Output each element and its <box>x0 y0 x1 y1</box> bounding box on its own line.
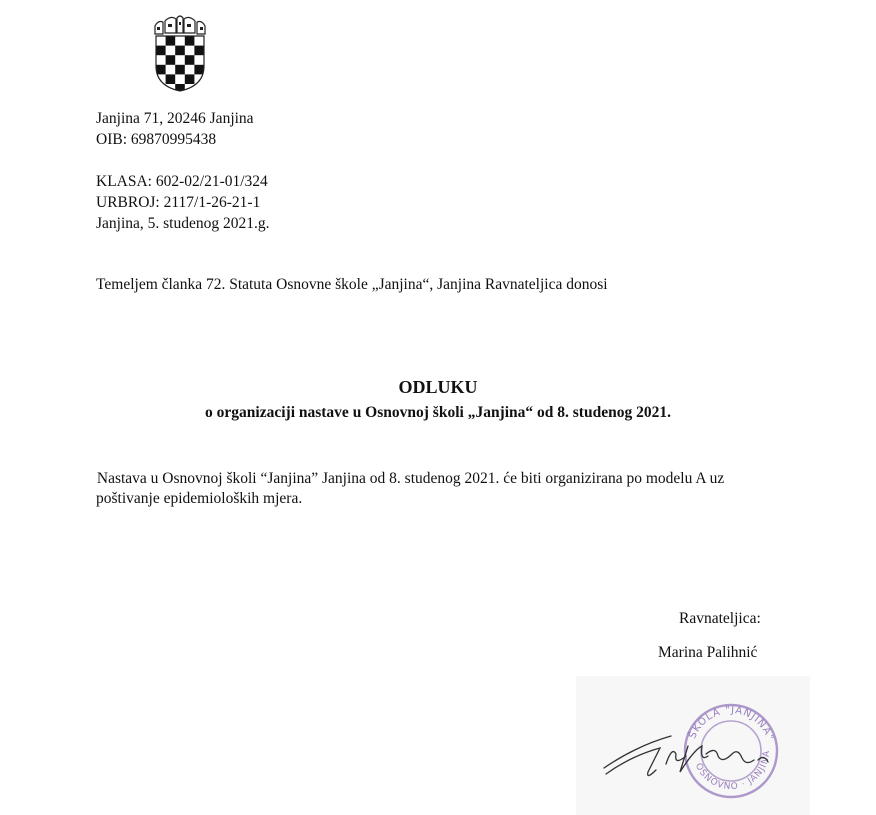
coat-checker-square <box>194 84 204 92</box>
coat-checker-square <box>175 65 185 75</box>
decision-subtitle: o organizaciji nastave u Osnovnoj školi „Janjina“ od 8. studenog 2021. <box>205 404 671 421</box>
body-text-line-1: Nastava u Osnovnoj školi “Janjina” Janjina od 8. studenog 2021. će biti organizirana po modelu A uz <box>93 470 725 487</box>
stamp-text-bottom: OSNOVNO · JANJINA <box>692 749 773 793</box>
coat-checker-square <box>185 74 195 84</box>
preamble-text: Temeljem članka 72. Statuta Osnovne škole „Janjina“, Janjina Ravnateljica donosi <box>96 276 608 293</box>
signatory-name: Marina Palihnić <box>658 644 758 661</box>
decision-title: ODLUKU <box>398 377 478 397</box>
coat-checker-square <box>156 46 166 56</box>
coat-checker-square <box>166 55 176 65</box>
place-and-date: Janjina, 5. studenog 2021.g. <box>96 215 270 232</box>
school-address: Janjina 71, 20246 Janjina <box>96 110 254 127</box>
croatian-coat-of-arms-icon <box>151 14 209 92</box>
coat-checker-square <box>166 36 176 46</box>
coat-checker-square <box>185 36 195 46</box>
coat-checker-square <box>166 74 176 84</box>
klasa-number: KLASA: 602-02/21-01/324 <box>96 173 268 190</box>
coat-checker-square <box>156 84 166 92</box>
stamp-text-top: ŠKOLA "JANJINA" <box>687 704 776 743</box>
signature-and-stamp <box>576 676 810 815</box>
body-text-line-2: poštivanje epidemioloških mjera. <box>96 490 303 507</box>
coat-checker-square <box>185 55 195 65</box>
school-oib: OIB: 69870995438 <box>96 131 217 148</box>
urbroj-number: URBROJ: 2117/1-26-21-1 <box>96 194 261 211</box>
signatory-role: Ravnateljica: <box>679 610 761 627</box>
coat-checker-square <box>194 46 204 56</box>
coat-checker-square <box>175 46 185 56</box>
